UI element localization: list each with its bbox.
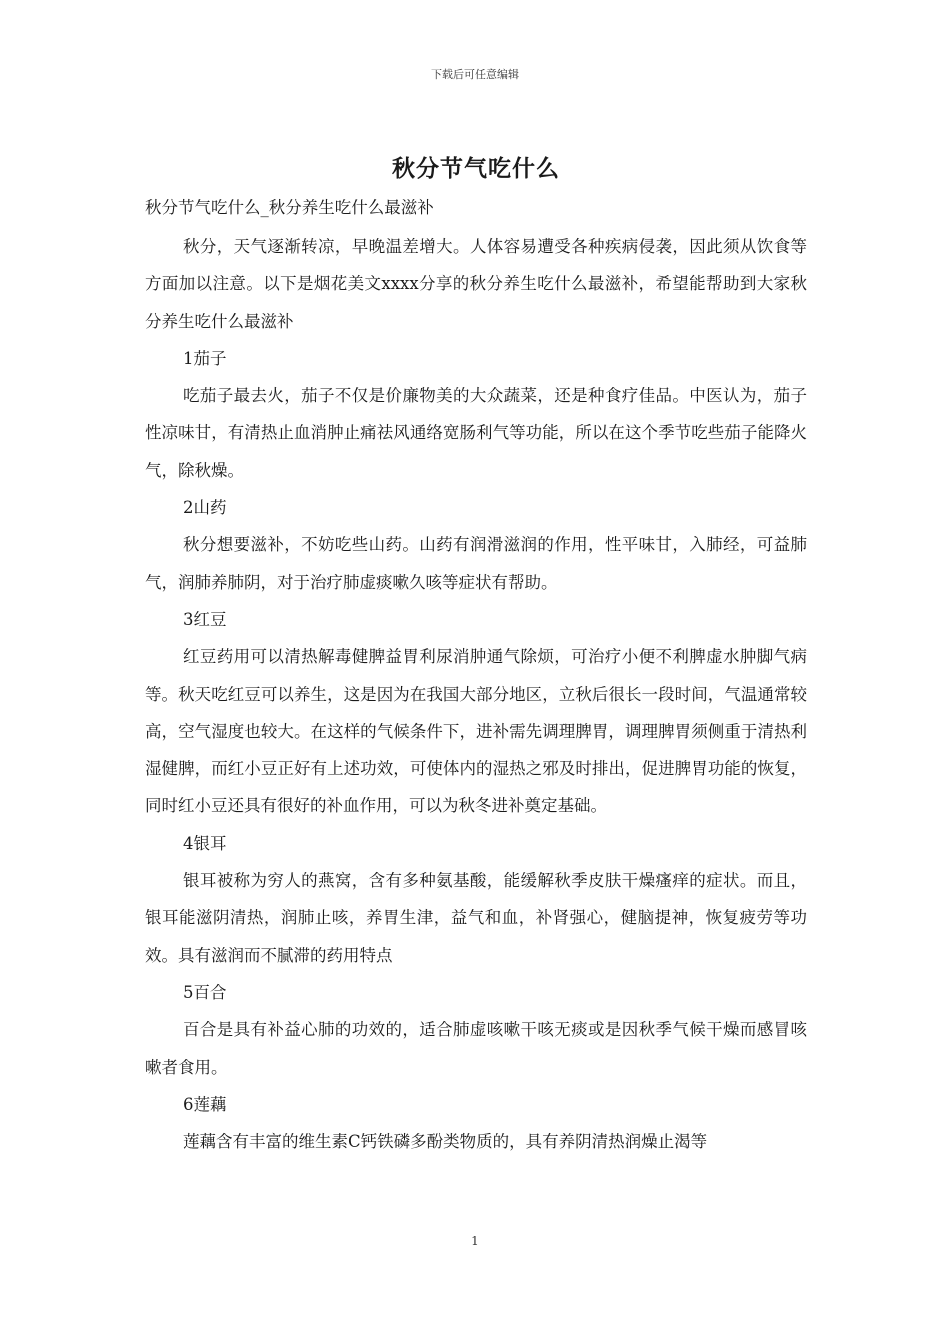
section-body-yam: 秋分想要滋补，不妨吃些山药。山药有润滑滋润的作用，性平味甘，入肺经，可益肺气，润肺养肺阴，对于治疗肺虚痰嗽久咳等症状有帮助。 (145, 535, 807, 592)
section-body-lotus-root: 莲藕含有丰富的维生素C钙铁磷多酚类物质的，具有养阴清热润燥止渴等 (183, 1132, 708, 1152)
section-body-eggplant: 吃茄子最去火，茄子不仅是价廉物美的大众蔬菜，还是种食疗佳品。中医认为，茄子性凉味甘，有清热止血消肿止痛祛风通络宽肠利气等功能，所以在这个季节吃些茄子能降火气，除秋燥。 (145, 386, 807, 480)
intro-paragraph: 秋分，天气逐渐转凉，早晚温差增大。人体容易遭受各种疾病侵袭，因此须从饮食等方面加以注意。以下是烟花美文xxxx分享的秋分养生吃什么最滋补，希望能帮助到大家秋分养生吃什么最滋补 (145, 237, 807, 331)
page-header-note: 下载后可任意编辑 (431, 68, 519, 81)
section-heading-lotus-root: 6莲藕 (183, 1094, 227, 1114)
section-body-red-bean: 红豆药用可以清热解毒健脾益胃利尿消肿通气除烦，可治疗小便不利脾虚水肿脚气病等。秋天吃红豆可以养生，这是因为在我国大部分地区，立秋后很长一段时间，气温通常较高，空气湿度也较大。在这样的气候条件下，进补需先调理脾胃，调理脾胃须侧重于清热利湿健脾，而红小豆正好有上述功效，可使体内的湿热之邪及时排出，促进脾胃功能的恢复，同时红小豆还具有很好的补血作用，可以为秋冬进补奠定基础。 (145, 647, 807, 816)
document-subtitle: 秋分节气吃什么_秋分养生吃什么最滋补 (145, 198, 434, 217)
page-number: 1 (471, 1234, 479, 1248)
document-body (145, 150, 807, 1160)
section-heading-lily: 5百合 (183, 982, 227, 1002)
section-body-tremella: 银耳被称为穷人的燕窝，含有多种氨基酸，能缓解秋季皮肤干燥瘙痒的症状。而且，银耳能滋阴清热，润肺止咳，养胃生津，益气和血，补肾强心，健脑提神，恢复疲劳等功效。具有滋润而不腻滞的药用特点 (145, 871, 807, 965)
document-title: 秋分节气吃什么 (392, 155, 560, 182)
section-heading-yam: 2山药 (183, 498, 227, 518)
section-heading-red-bean: 3红豆 (183, 609, 227, 629)
section-heading-tremella: 4银耳 (183, 833, 227, 853)
section-body-lily: 百合是具有补益心肺的功效的，适合肺虚咳嗽干咳无痰或是因秋季气候干燥而感冒咳嗽者食用。 (145, 1020, 807, 1077)
section-heading-eggplant: 1茄子 (183, 348, 227, 368)
